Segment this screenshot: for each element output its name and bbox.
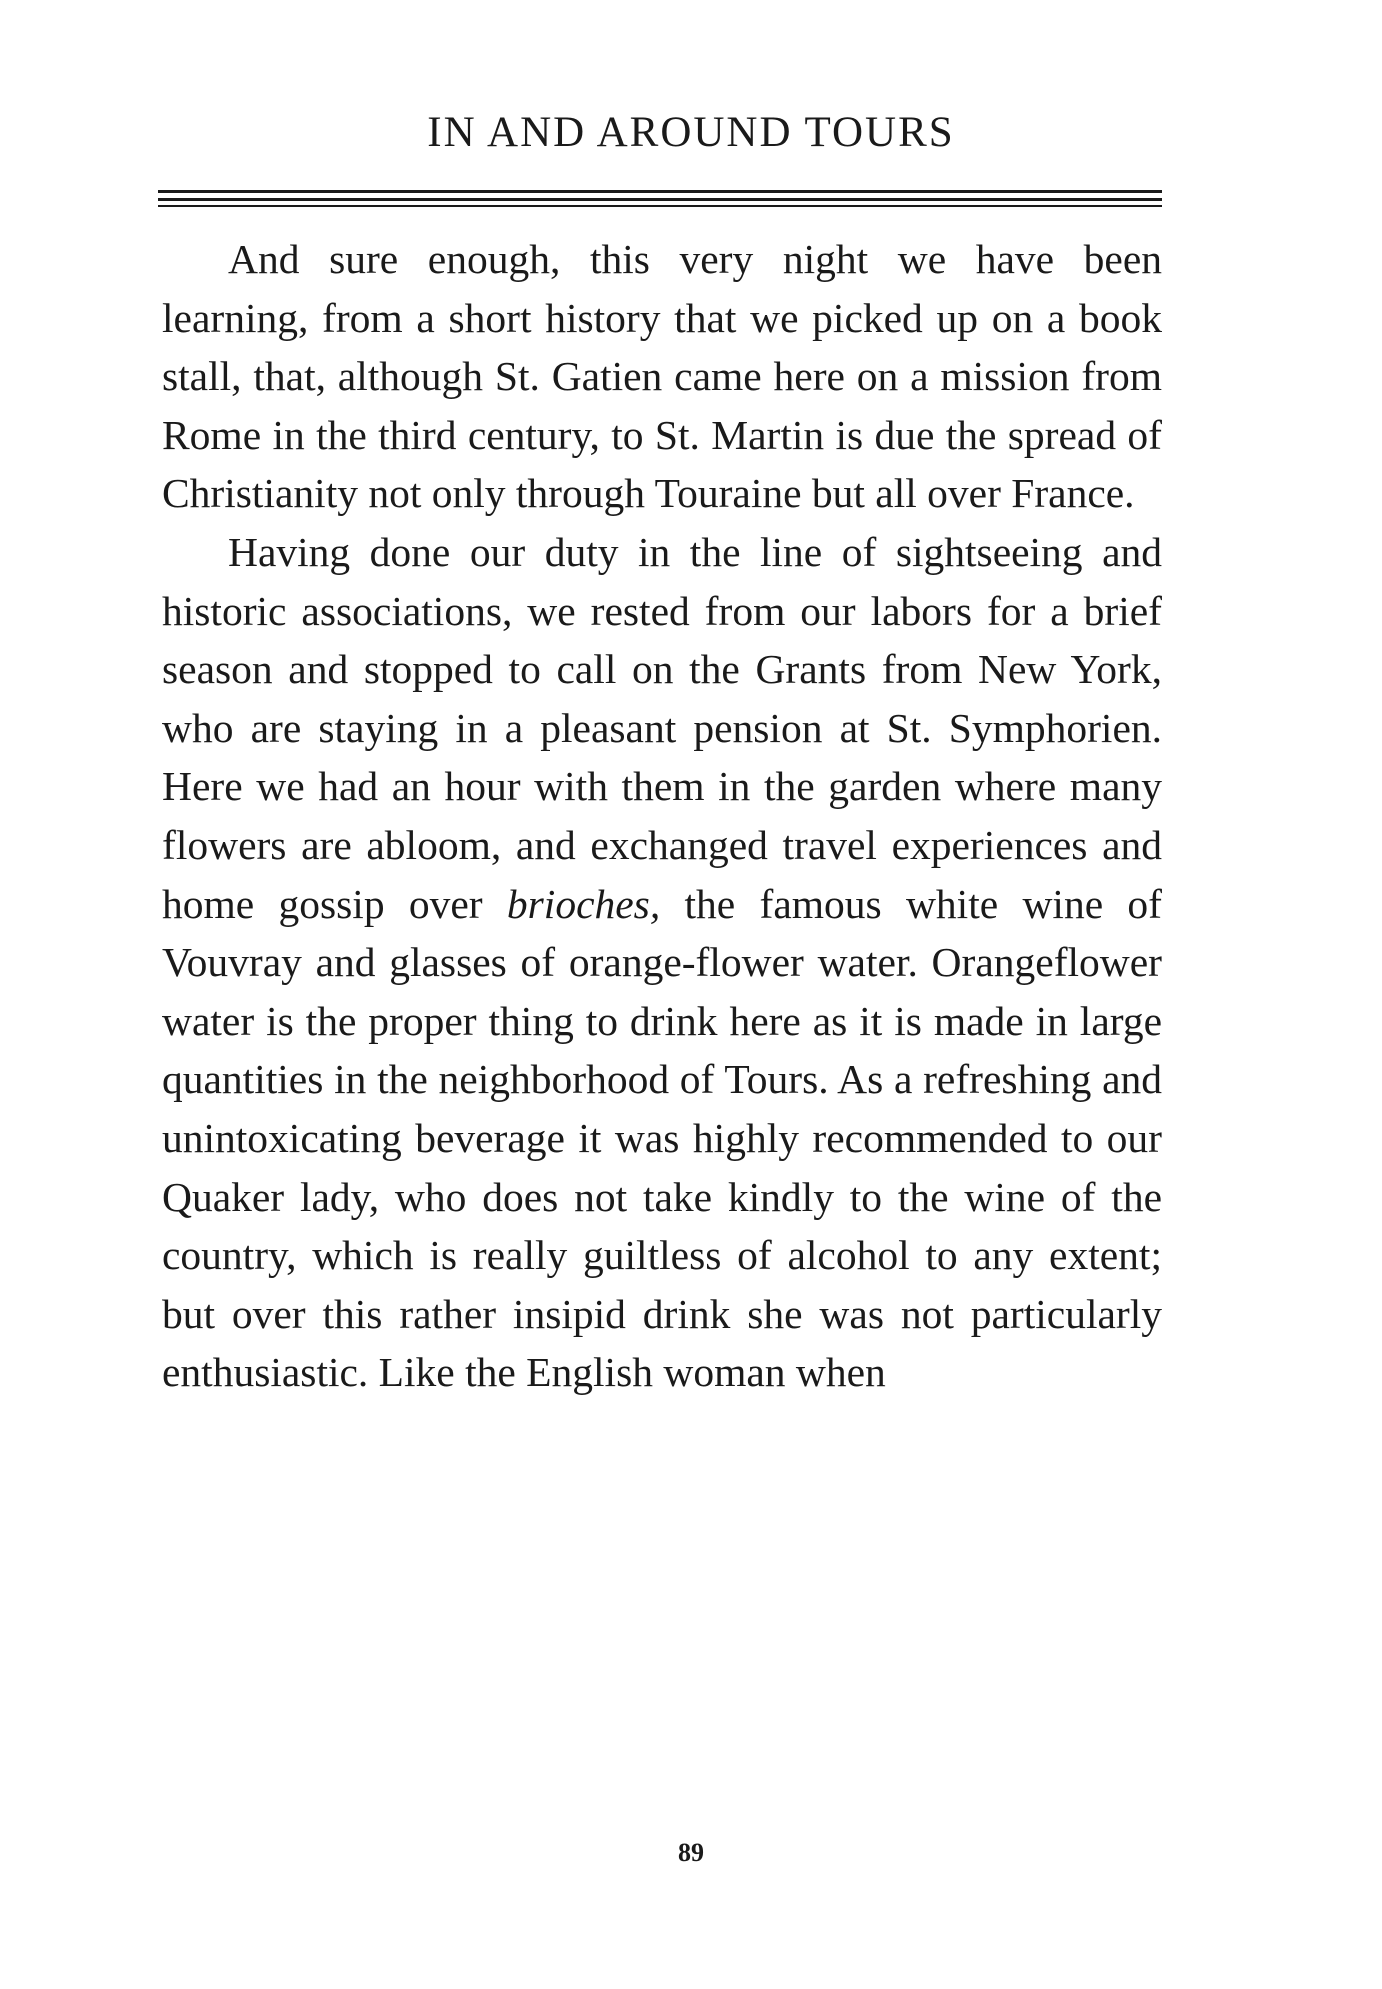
header-rule-bottom (158, 205, 1162, 207)
paragraph-text: Having done our duty in the line of sightseeing and historic associations, we rested from our labors for a brief season and stopped to call on the Grants from New York, who are staying in a pleasant pension at St. Symphorien. Here we had an hour with them in the garden where many flowers are abloom, and exchanged travel experiences and home gossip over (162, 528, 1162, 927)
paragraph: And sure enough, this very night we have been learning, from a short history that we picked up on a book stall, that, although St. Gatien came here on a mission from Rome in the third century, to St. Martin is due the spread of Christianity not only through Touraine but all over France. (162, 236, 1162, 517)
paragraph (162, 523, 1162, 1402)
header-rule-middle (158, 198, 1162, 201)
body-text (162, 230, 1162, 1402)
header-rule-top (158, 190, 1162, 193)
paragraph-text: the famous white wine of Vouvray and glasses of orange-flower water. Orangeflower water is the proper thing to drink here as it is made in large quantities in the neighborhood of Tours. As a refreshing and unintoxicating beverage it was highly recommended to our Quaker lady, who does not take kindly to the wine of the country, which is really guiltless of alcohol to any extent; but over this rather insipid drink she was not particularly enthusiastic. Like the English woman when (162, 880, 1162, 1396)
page-number: 89 (678, 1838, 704, 1867)
italic-term: brioches, (506, 880, 661, 927)
running-head: IN AND AROUND TOURS (427, 109, 955, 156)
